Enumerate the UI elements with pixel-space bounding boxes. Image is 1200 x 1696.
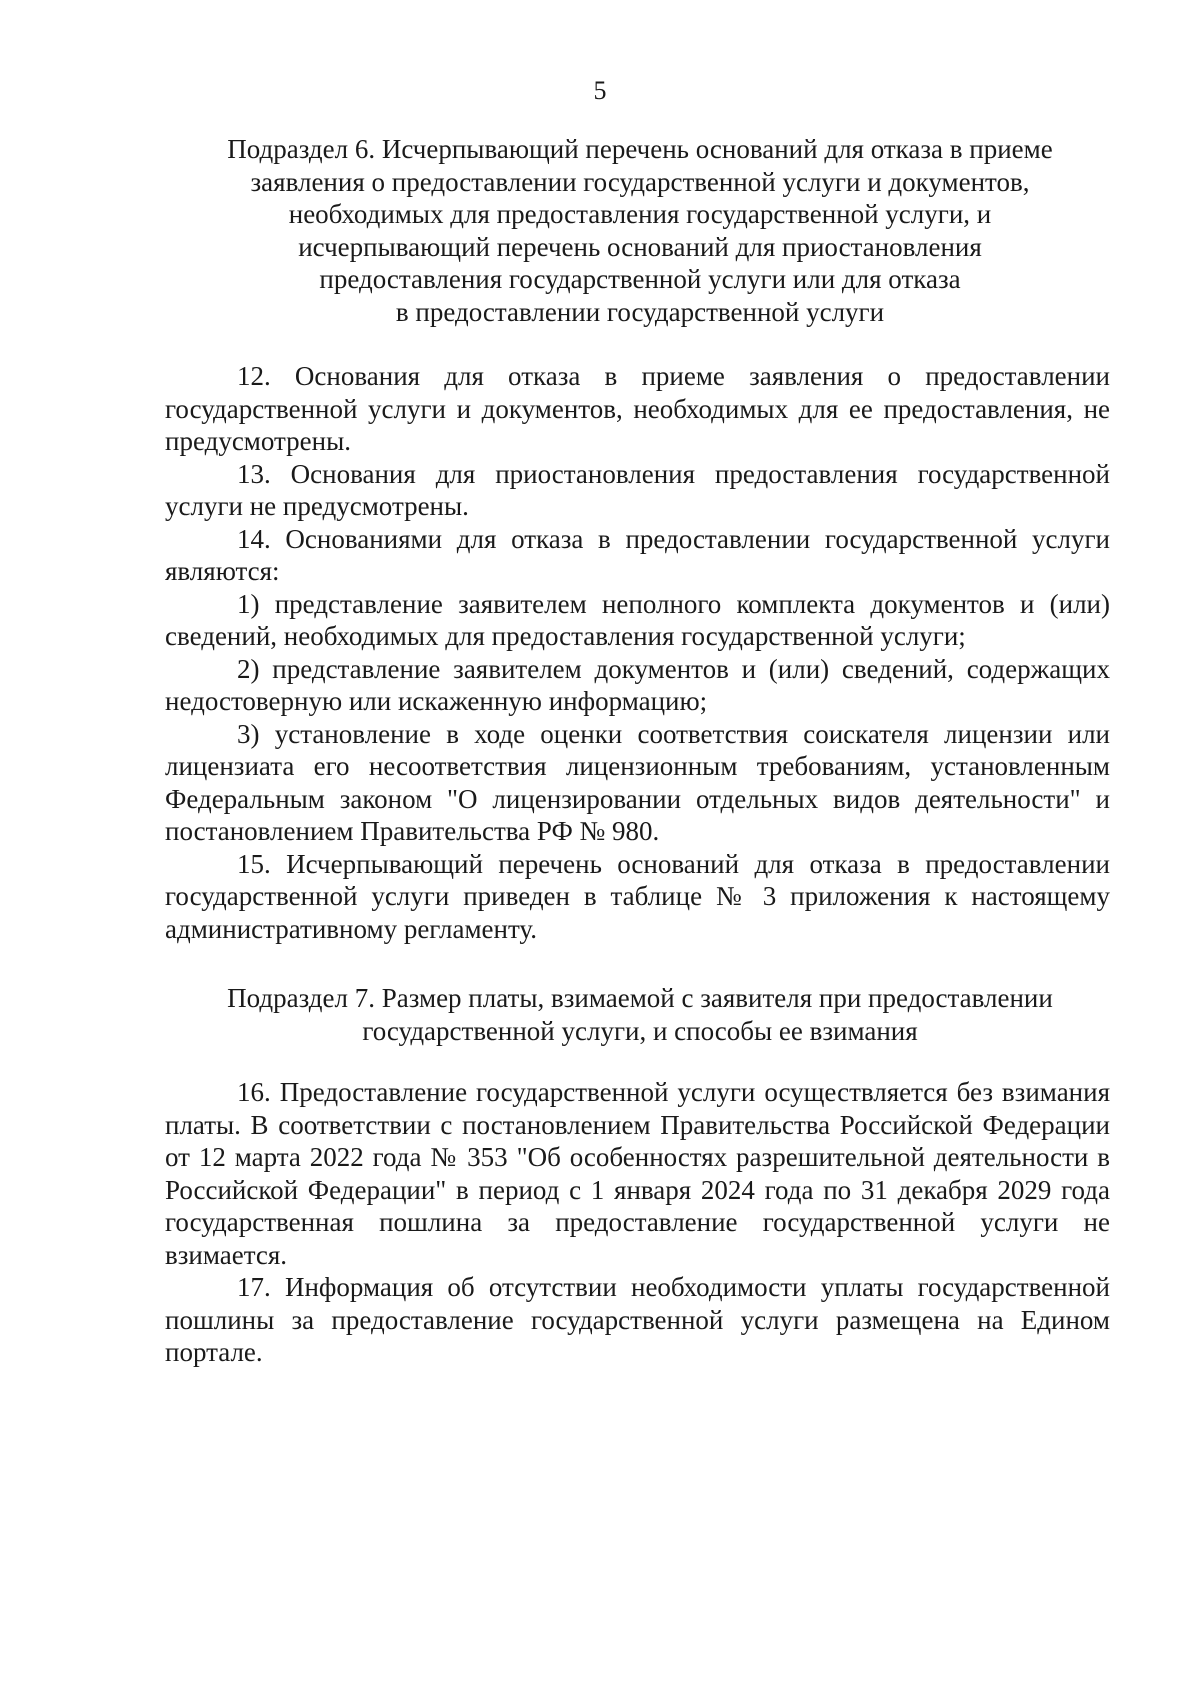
- subsection-7-body: [165, 1076, 1110, 1369]
- heading-line: Подраздел 7. Размер платы, взимаемой с заявителя при предоставлении: [227, 983, 1053, 1013]
- heading-line: в предоставлении государственной услуги: [395, 296, 885, 327]
- paragraph-14: 14. Основаниями для отказа в предоставлении государственной услуги являются:: [165, 523, 1110, 586]
- paragraph-14-item-1: 1) представление заявителем неполного комплекта документов и (или) сведений, необходимых для предоставления государственной услуги;: [165, 588, 1110, 651]
- subsection-6-body: [165, 360, 1110, 945]
- page-number: 5: [593, 76, 607, 105]
- paragraph-12: 12. Основания для отказа в приеме заявления о предоставлении государственной услуги и документов, необходимых для ее предоставления, не предусмотрены.: [165, 361, 1110, 456]
- heading-line: заявления о предоставлении государственной услуги и документов,: [250, 166, 1030, 197]
- paragraph-14-item-2: 2) представление заявителем документов и (или) сведений, содержащих недостоверную или искаженную информацию;: [165, 653, 1110, 716]
- paragraph-14-item-3: 3) установление в ходе оценки соответствия соискателя лицензии или лицензиата его несоответствия лицензионным требованиям, установленным Федеральным законом "О лицензировании отдельных видов деятельности" и постановлением Правительства РФ № 980.: [165, 718, 1110, 846]
- subsection-7-heading: [150, 982, 1130, 1047]
- paragraph-17: 17. Информация об отсутствии необходимости уплаты государственной пошлины за предоставление государственной услуги размещена на Едином портале.: [165, 1272, 1110, 1367]
- heading-line: Подраздел 6. Исчерпывающий перечень оснований для отказа в приеме: [227, 134, 1053, 164]
- heading-line: исчерпывающий перечень оснований для приостановления: [298, 231, 982, 262]
- heading-line: необходимых для предоставления государственной услуги, и: [288, 199, 992, 229]
- paragraph-13: 13. Основания для приостановления предоставления государственной услуги не предусмотрены.: [165, 458, 1110, 521]
- paragraph-16: 16. Предоставление государственной услуги осуществляется без взимания платы. В соответствии с постановлением Правительства Российской Федерации от 12 марта 2022 года № 353 "Об особенностях разрешительной деятельности в Российской Федерации" в период с 1 января 2024 года по 31 декабря 2029 года государственная пошлина за предоставление государственной услуги не взимается.: [165, 1077, 1110, 1270]
- subsection-6-heading: [150, 133, 1130, 328]
- paragraph-15: 15. Исчерпывающий перечень оснований для отказа в предоставлении государственной услуги приведен в таблице № 3 приложения к настоящему административному регламенту.: [165, 848, 1110, 944]
- heading-line: государственной услуги, и способы ее взимания: [362, 1015, 918, 1046]
- heading-line: предоставления государственной услуги или для отказа: [319, 264, 961, 294]
